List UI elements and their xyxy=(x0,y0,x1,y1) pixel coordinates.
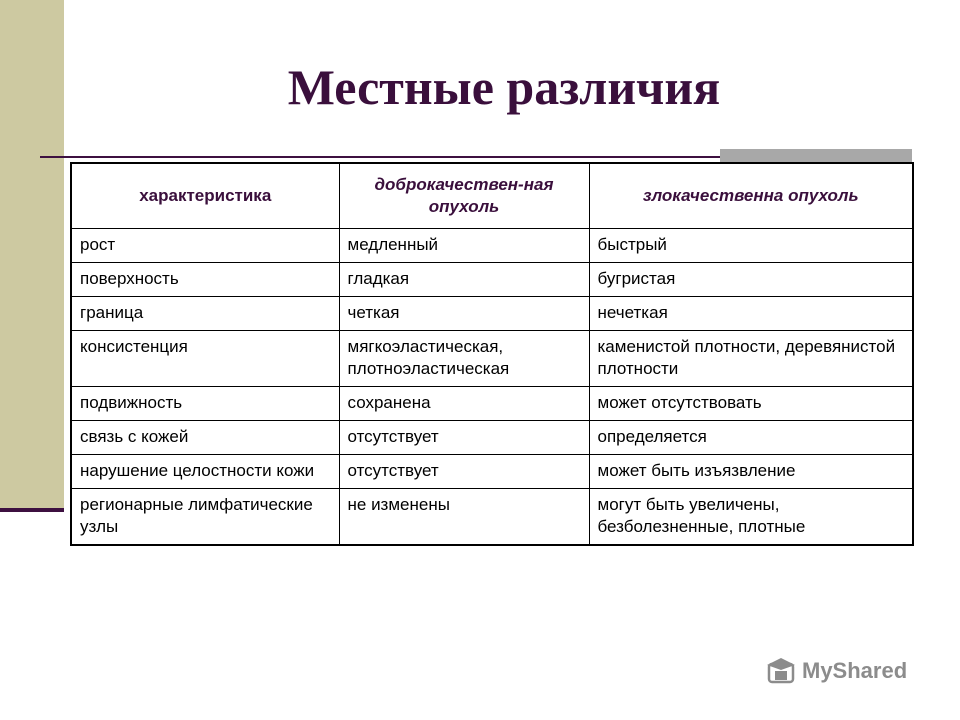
side-decor-line xyxy=(0,508,64,512)
cell-characteristic: нарушение целостности кожи xyxy=(71,455,339,489)
comparison-table-wrapper xyxy=(70,162,914,546)
cell-malignant: определяется xyxy=(589,421,913,455)
cell-characteristic: связь с кожей xyxy=(71,421,339,455)
table-row xyxy=(71,387,913,421)
cell-benign: сохранена xyxy=(339,387,589,421)
header-characteristic: характеристика xyxy=(71,163,339,229)
header-benign-tumor: доброкачествен-ная опухоль xyxy=(339,163,589,229)
slide-title: Местные различия xyxy=(287,59,721,115)
watermark xyxy=(766,656,907,686)
table-row xyxy=(71,455,913,489)
cell-malignant: может быть изъязвление xyxy=(589,455,913,489)
cell-benign: мягкоэластическая, плотноэластическая xyxy=(339,331,589,387)
cell-benign: отсутствует xyxy=(339,421,589,455)
cell-malignant: нечеткая xyxy=(589,297,913,331)
cell-benign: не изменены xyxy=(339,489,589,546)
cell-malignant: бугристая xyxy=(589,263,913,297)
side-decor-band xyxy=(0,0,64,509)
cell-malignant: быстрый xyxy=(589,229,913,263)
cell-benign: отсутствует xyxy=(339,455,589,489)
table-row xyxy=(71,489,913,546)
table-row xyxy=(71,263,913,297)
cell-characteristic: консистенция xyxy=(71,331,339,387)
cell-characteristic: подвижность xyxy=(71,387,339,421)
mortarboard-icon xyxy=(766,656,796,686)
cell-malignant: могут быть увеличены, безболезненные, плотные xyxy=(589,489,913,546)
cell-benign: четкая xyxy=(339,297,589,331)
cell-malignant: может отсутствовать xyxy=(589,387,913,421)
table-row xyxy=(71,229,913,263)
cell-characteristic: граница xyxy=(71,297,339,331)
header-malignant-tumor: злокачественна опухоль xyxy=(589,163,913,229)
table-row xyxy=(71,421,913,455)
table-row xyxy=(71,297,913,331)
watermark-text: MyShared xyxy=(802,658,908,683)
cell-characteristic: поверхность xyxy=(71,263,339,297)
cell-benign: медленный xyxy=(339,229,589,263)
table-header-row xyxy=(71,163,913,229)
cell-malignant: каменистой плотности, деревянистой плотности xyxy=(589,331,913,387)
table-row xyxy=(71,331,913,387)
cell-characteristic: рост xyxy=(71,229,339,263)
cell-characteristic: регионарные лимфатические узлы xyxy=(71,489,339,546)
cell-benign: гладкая xyxy=(339,263,589,297)
comparison-table xyxy=(70,162,914,546)
